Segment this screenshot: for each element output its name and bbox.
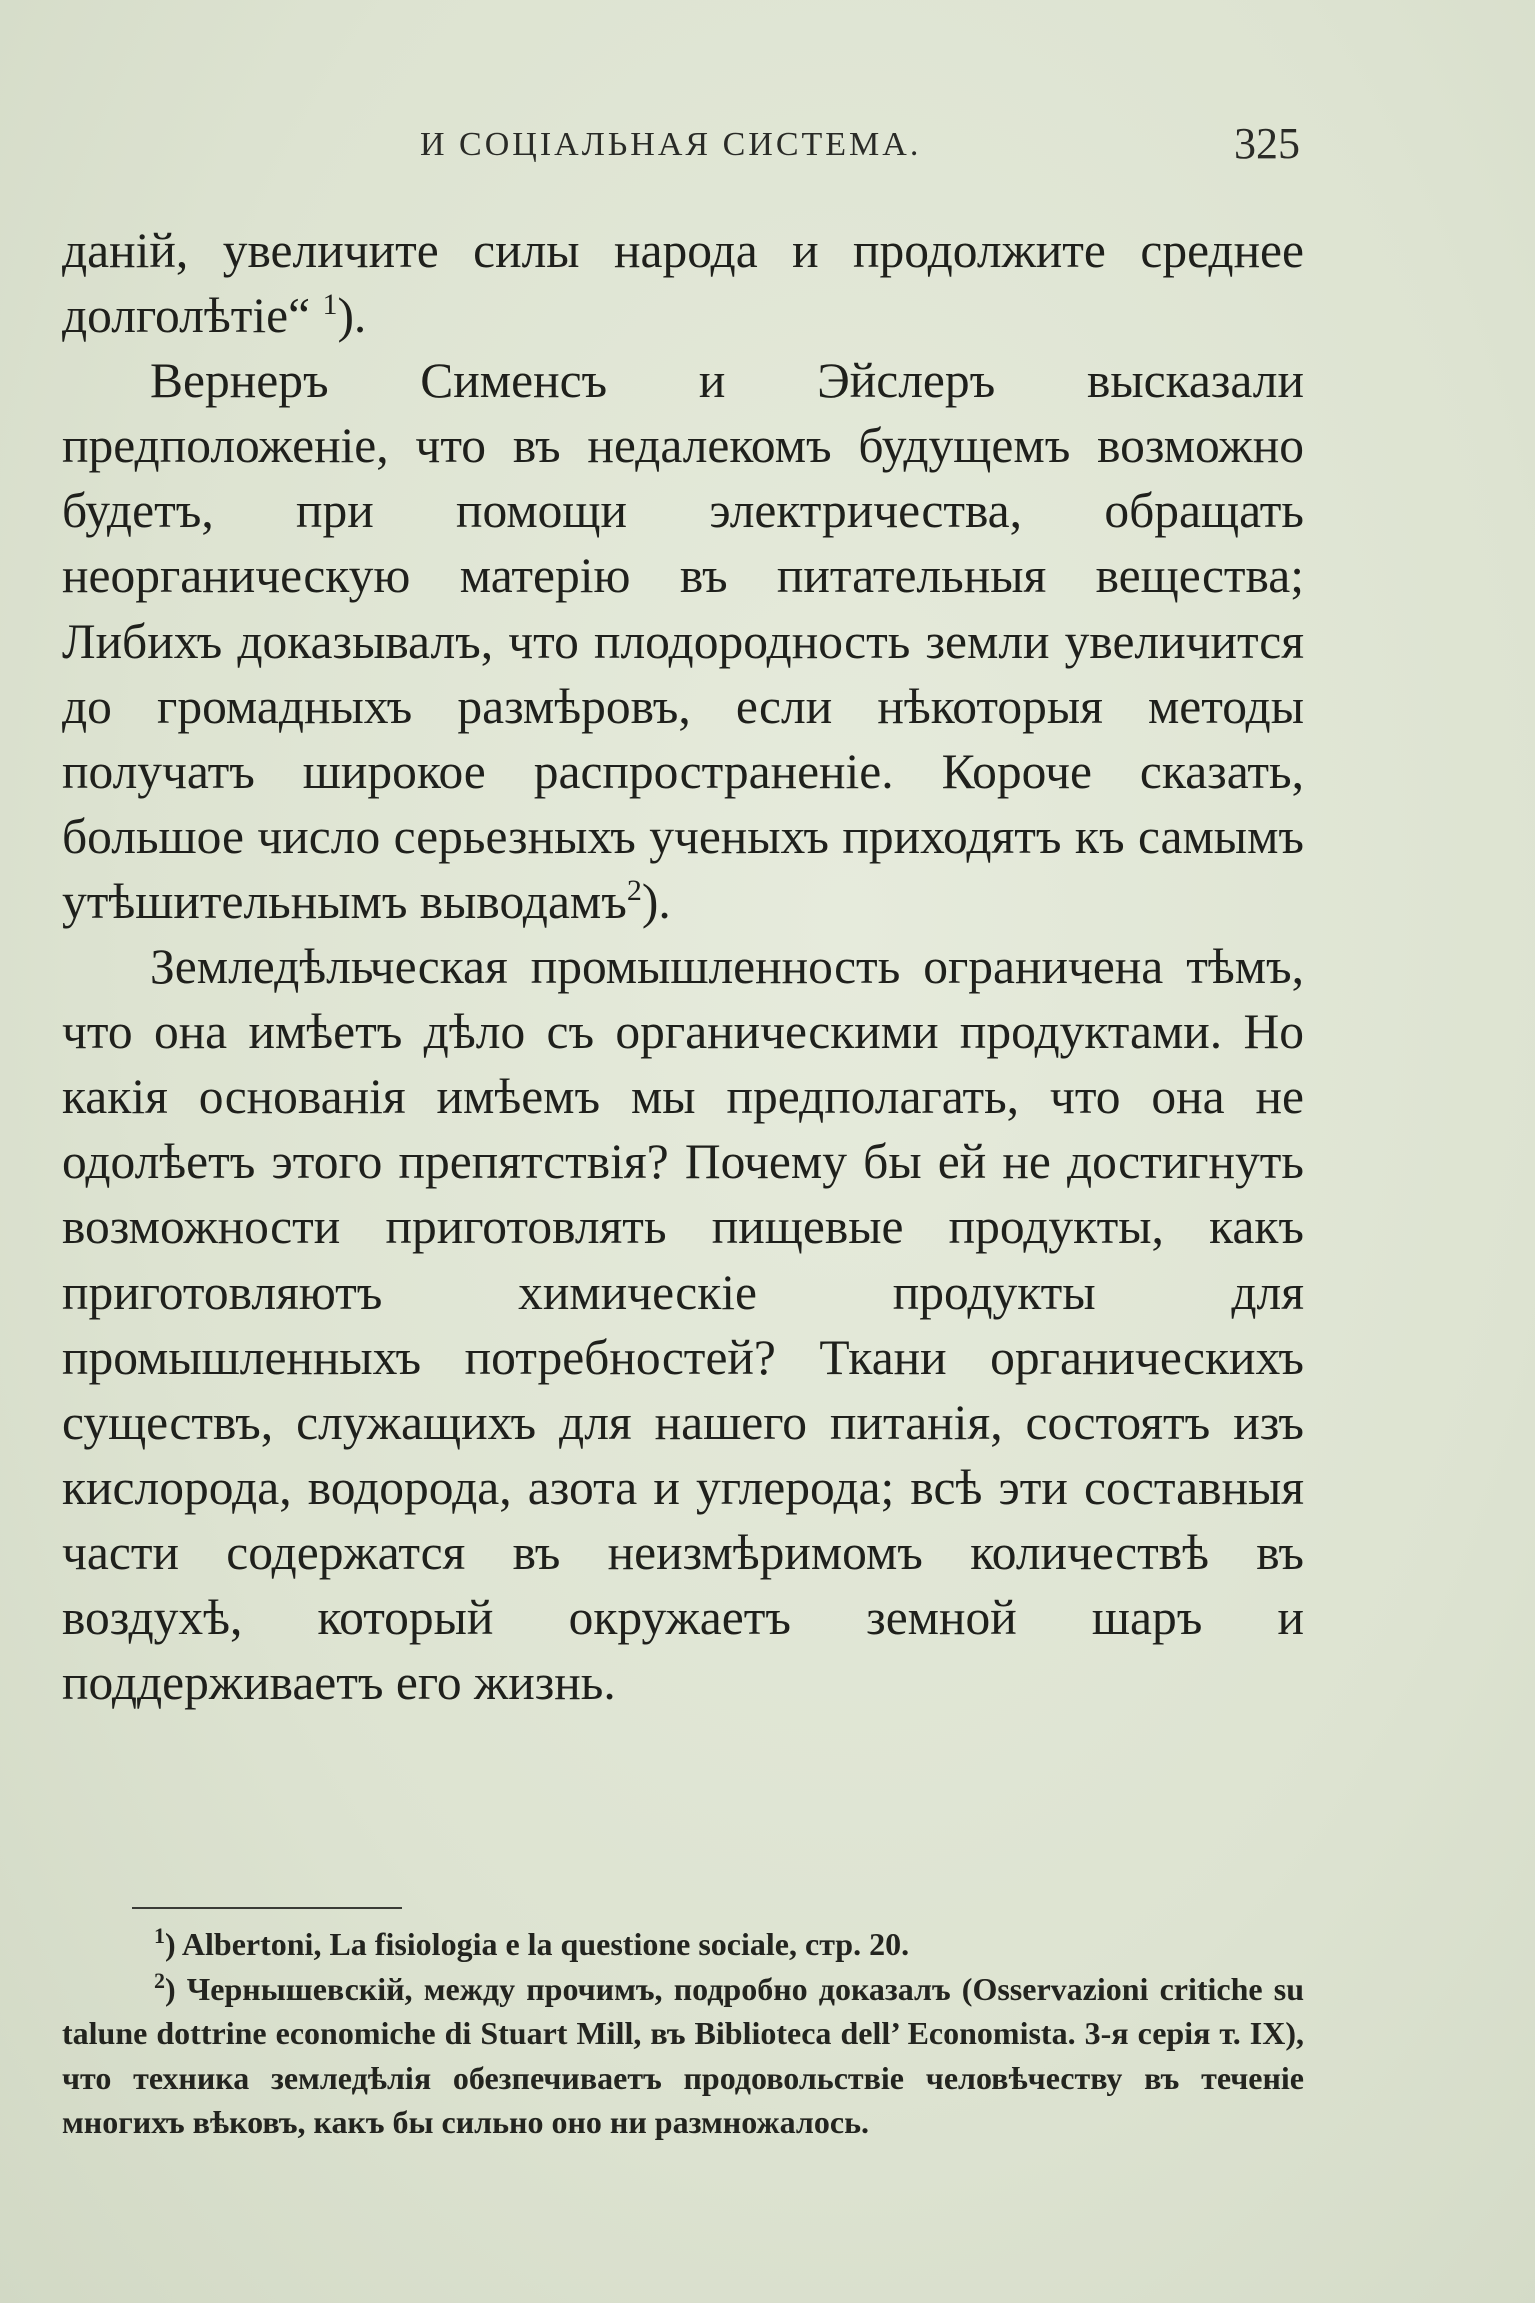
footnote-1 — [62, 1922, 1304, 1967]
footnote-text: ) Albertoni, La fisiologia e la questione sociale, стр. 20. — [165, 1926, 910, 1962]
paragraph-agriculture — [62, 934, 1304, 1715]
footnote-reference: 1 — [322, 288, 338, 322]
footnote-2 — [62, 1967, 1304, 2145]
paragraph-tail: ). — [641, 873, 671, 929]
footnote-mark: 1 — [154, 1923, 165, 1948]
running-title: И СОЦІАЛЬНАЯ СИСТЕМА. — [420, 126, 922, 163]
paragraph-tail: ). — [337, 288, 367, 344]
footnote-reference: 2 — [626, 873, 642, 907]
footnote-divider — [132, 1907, 402, 1909]
paragraph-text: данiй, увеличите силы народа и продолжите среднее долголѣтiе“ — [62, 223, 1304, 344]
footnote-text: ) Чернышевскiй, между прочимъ, подробно доказалъ (Osservazioni critiche su talune dottrine economiche di Stuart Mill, въ Biblioteca dell’ Economista. 3-я серiя т. IX), что техника земледѣлiя обезпечиваетъ продовольствiе человѣчеству въ теченiе многихъ вѣковъ, какъ бы сильно оно ни размножалось. — [62, 1970, 1304, 2140]
footnote-mark: 2 — [154, 1967, 165, 1993]
paragraph-siemens-liebig — [62, 348, 1304, 934]
body-text — [62, 218, 1304, 1715]
paragraph-text: Земледѣльческая промышленность ограничена тѣмъ, что она имѣетъ дѣло съ органическими продуктами. Но какiя основанiя имѣемъ мы предполагать, что она не одолѣетъ этого препятствiя? Почему бы ей не достигнуть возможности приготовлять пищевые продукты, какъ приготовляютъ химическiе продукты для промышленныхъ потребностей? Ткани органическихъ существъ, служащихъ для нашего питанiя, состоятъ изъ кислорода, водорода, азота и углерода; всѣ эти составныя части содержатся въ неизмѣримомъ количествѣ въ воздухѣ, который окружаетъ земной шаръ и поддерживаетъ его жизнь. — [62, 939, 1304, 1711]
paragraph-continuation — [62, 218, 1304, 348]
page-number: 325 — [1234, 119, 1300, 168]
footnotes — [62, 1922, 1304, 2145]
paragraph-text: Вернеръ Сименсъ и Эйслеръ высказали предположенiе, что въ недалекомъ будущемъ возможно будетъ, при помощи электричества, обращать неорганическую матерiю въ питательныя вещества; Либихъ доказывалъ, что плодородность земли увеличится до громадныхъ размѣровъ, если нѣкоторыя методы получатъ широкое распространенiе. Короче сказать, большое число серьезныхъ ученыхъ приходятъ къ самымъ утѣшительнымъ выводамъ — [62, 353, 1304, 929]
page-header — [420, 118, 1300, 178]
